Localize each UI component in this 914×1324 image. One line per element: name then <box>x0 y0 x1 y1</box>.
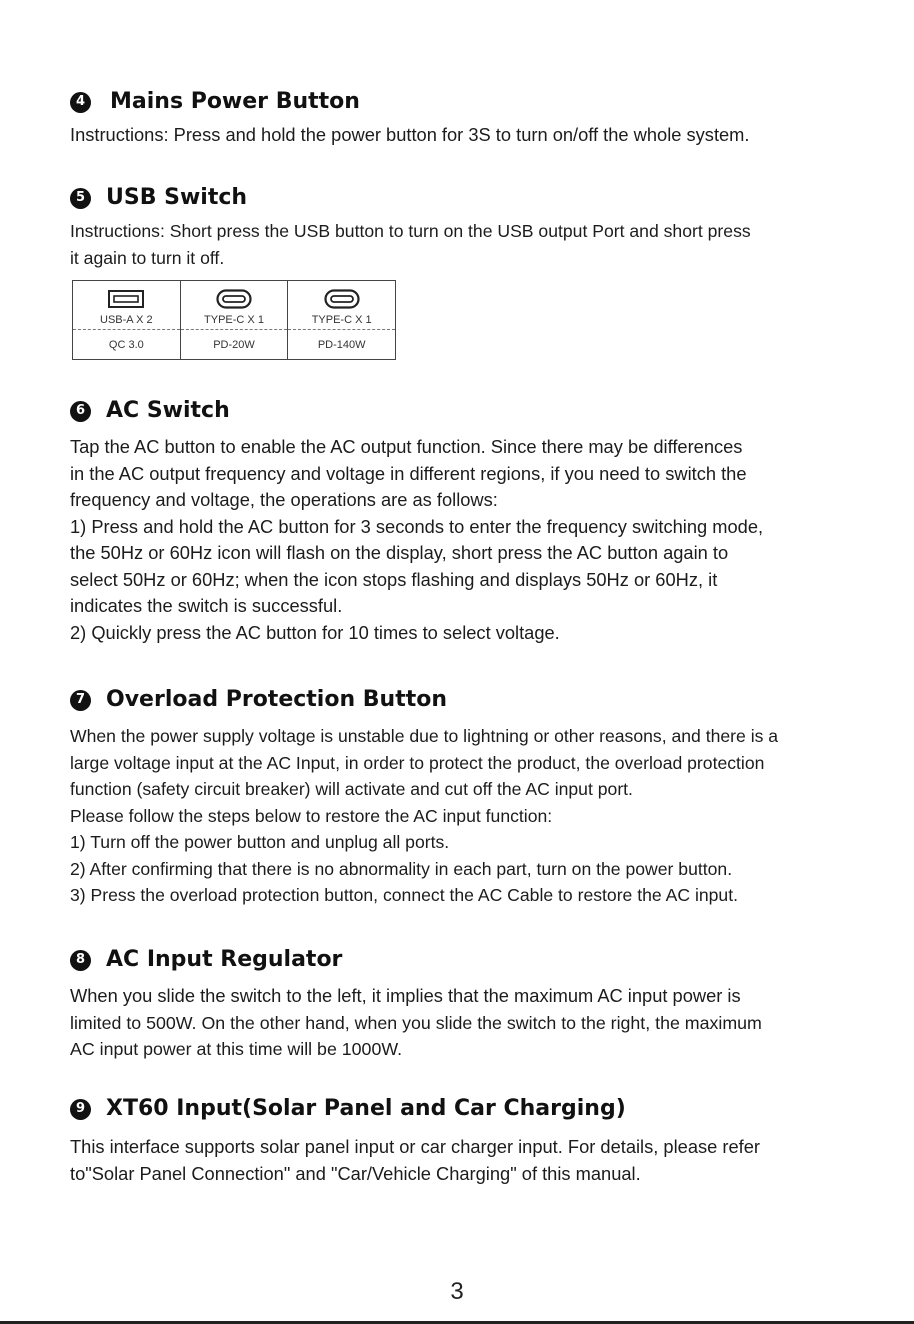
section-ac-switch <box>70 397 860 646</box>
section-usb-switch <box>70 184 860 271</box>
usb-c-port-icon <box>324 289 360 309</box>
body-line: function (safety circuit breaker) will activate and cut off the AC input port. <box>70 779 633 799</box>
body-line: select 50Hz or 60Hz; when the icon stops flashing and displays 50Hz or 60Hz, it <box>70 568 718 590</box>
section-title: Mains Power Button <box>110 89 360 114</box>
section-heading <box>70 88 860 116</box>
port-type-label: USB-A X 2 <box>100 314 153 326</box>
section-body <box>70 122 860 149</box>
body-line: This interface supports solar panel input or car charger input. For details, please refer <box>70 1136 760 1157</box>
section-title: USB Switch <box>106 185 248 210</box>
port-type-row <box>73 281 396 330</box>
body-line: AC input power at this time will be 1000W. <box>70 1039 403 1059</box>
port-spec: PD-20W <box>180 330 288 360</box>
page-number: 3 <box>450 1278 464 1305</box>
section-title: AC Input Regulator <box>106 947 343 972</box>
port-cell-type-c-20w <box>180 281 288 330</box>
port-type-label: TYPE-C X 1 <box>204 314 264 326</box>
body-line: 2) Quickly press the AC button for 10 times to select voltage. <box>70 621 560 643</box>
port-spec: QC 3.0 <box>73 330 181 360</box>
section-number-badge: 9 <box>70 1099 91 1120</box>
body-line: 3) Press the overload protection button, connect the AC Cable to restore the AC input. <box>70 885 738 905</box>
body-line: 2) After confirming that there is no abnormality in each part, turn on the power button. <box>70 858 733 879</box>
section-title: XT60 Input(Solar Panel and Car Charging) <box>106 1096 626 1121</box>
section-number-badge: 8 <box>70 950 91 971</box>
body-line: indicates the switch is successful. <box>70 595 343 616</box>
section-heading <box>70 184 860 212</box>
section-xt60-input <box>70 1095 860 1187</box>
section-body <box>70 1134 860 1187</box>
body-line: Instructions: Short press the USB button to turn on the USB output Port and short press <box>70 221 751 241</box>
body-line: the 50Hz or 60Hz icon will flash on the display, short press the AC button again to <box>70 542 729 563</box>
section-number-badge: 7 <box>70 690 91 711</box>
port-type-label: TYPE-C X 1 <box>311 314 372 326</box>
body-line: 1) Press and hold the AC button for 3 seconds to enter the frequency switching mode, <box>70 515 764 537</box>
port-cell-usb-a <box>73 281 181 330</box>
body-line: Instructions: Press and hold the power button for 3S to turn on/off the whole system. <box>70 124 750 145</box>
section-body <box>70 218 860 271</box>
section-heading <box>70 1095 860 1123</box>
section-heading <box>70 686 860 714</box>
section-overload-protection-button <box>70 686 860 909</box>
body-line: in the AC output frequency and voltage in different regions, if you need to switch the <box>70 462 747 484</box>
body-line: large voltage input at the AC Input, in order to protect the product, the overload protection <box>70 752 765 773</box>
usb-a-port-icon <box>108 290 144 308</box>
body-line: Tap the AC button to enable the AC output function. Since there may be differences <box>70 436 743 457</box>
port-spec-row <box>73 330 396 360</box>
port-cell-type-c-140w <box>288 281 396 330</box>
section-number-badge: 5 <box>70 188 91 209</box>
section-body <box>70 434 860 646</box>
body-line: it again to turn it off. <box>70 247 225 268</box>
body-line: frequency and voltage, the operations are as follows: <box>70 489 498 510</box>
body-line: 1) Turn off the power button and unplug all ports. <box>70 832 450 852</box>
section-title: AC Switch <box>106 398 230 423</box>
section-body <box>70 983 860 1063</box>
section-mains-power-button <box>70 88 860 149</box>
section-number-badge: 6 <box>70 401 91 422</box>
body-line: When the power supply voltage is unstable due to lightning or other reasons, and there is a <box>70 726 779 746</box>
section-body <box>70 723 860 909</box>
body-line: to"Solar Panel Connection" and "Car/Vehicle Charging" of this manual. <box>70 1162 641 1184</box>
body-line: When you slide the switch to the left, it implies that the maximum AC input power is <box>70 985 741 1006</box>
body-line: limited to 500W. On the other hand, when you slide the switch to the right, the maximum <box>70 1012 762 1033</box>
usb-port-table <box>72 280 396 360</box>
section-heading <box>70 397 860 425</box>
section-title: Overload Protection Button <box>106 687 448 712</box>
usb-c-port-icon <box>216 289 252 309</box>
section-number-badge: 4 <box>70 92 91 113</box>
port-spec: PD-140W <box>288 330 396 360</box>
section-heading <box>70 946 860 974</box>
section-ac-input-regulator <box>70 946 860 1063</box>
body-line: Please follow the steps below to restore the AC input function: <box>70 805 553 826</box>
